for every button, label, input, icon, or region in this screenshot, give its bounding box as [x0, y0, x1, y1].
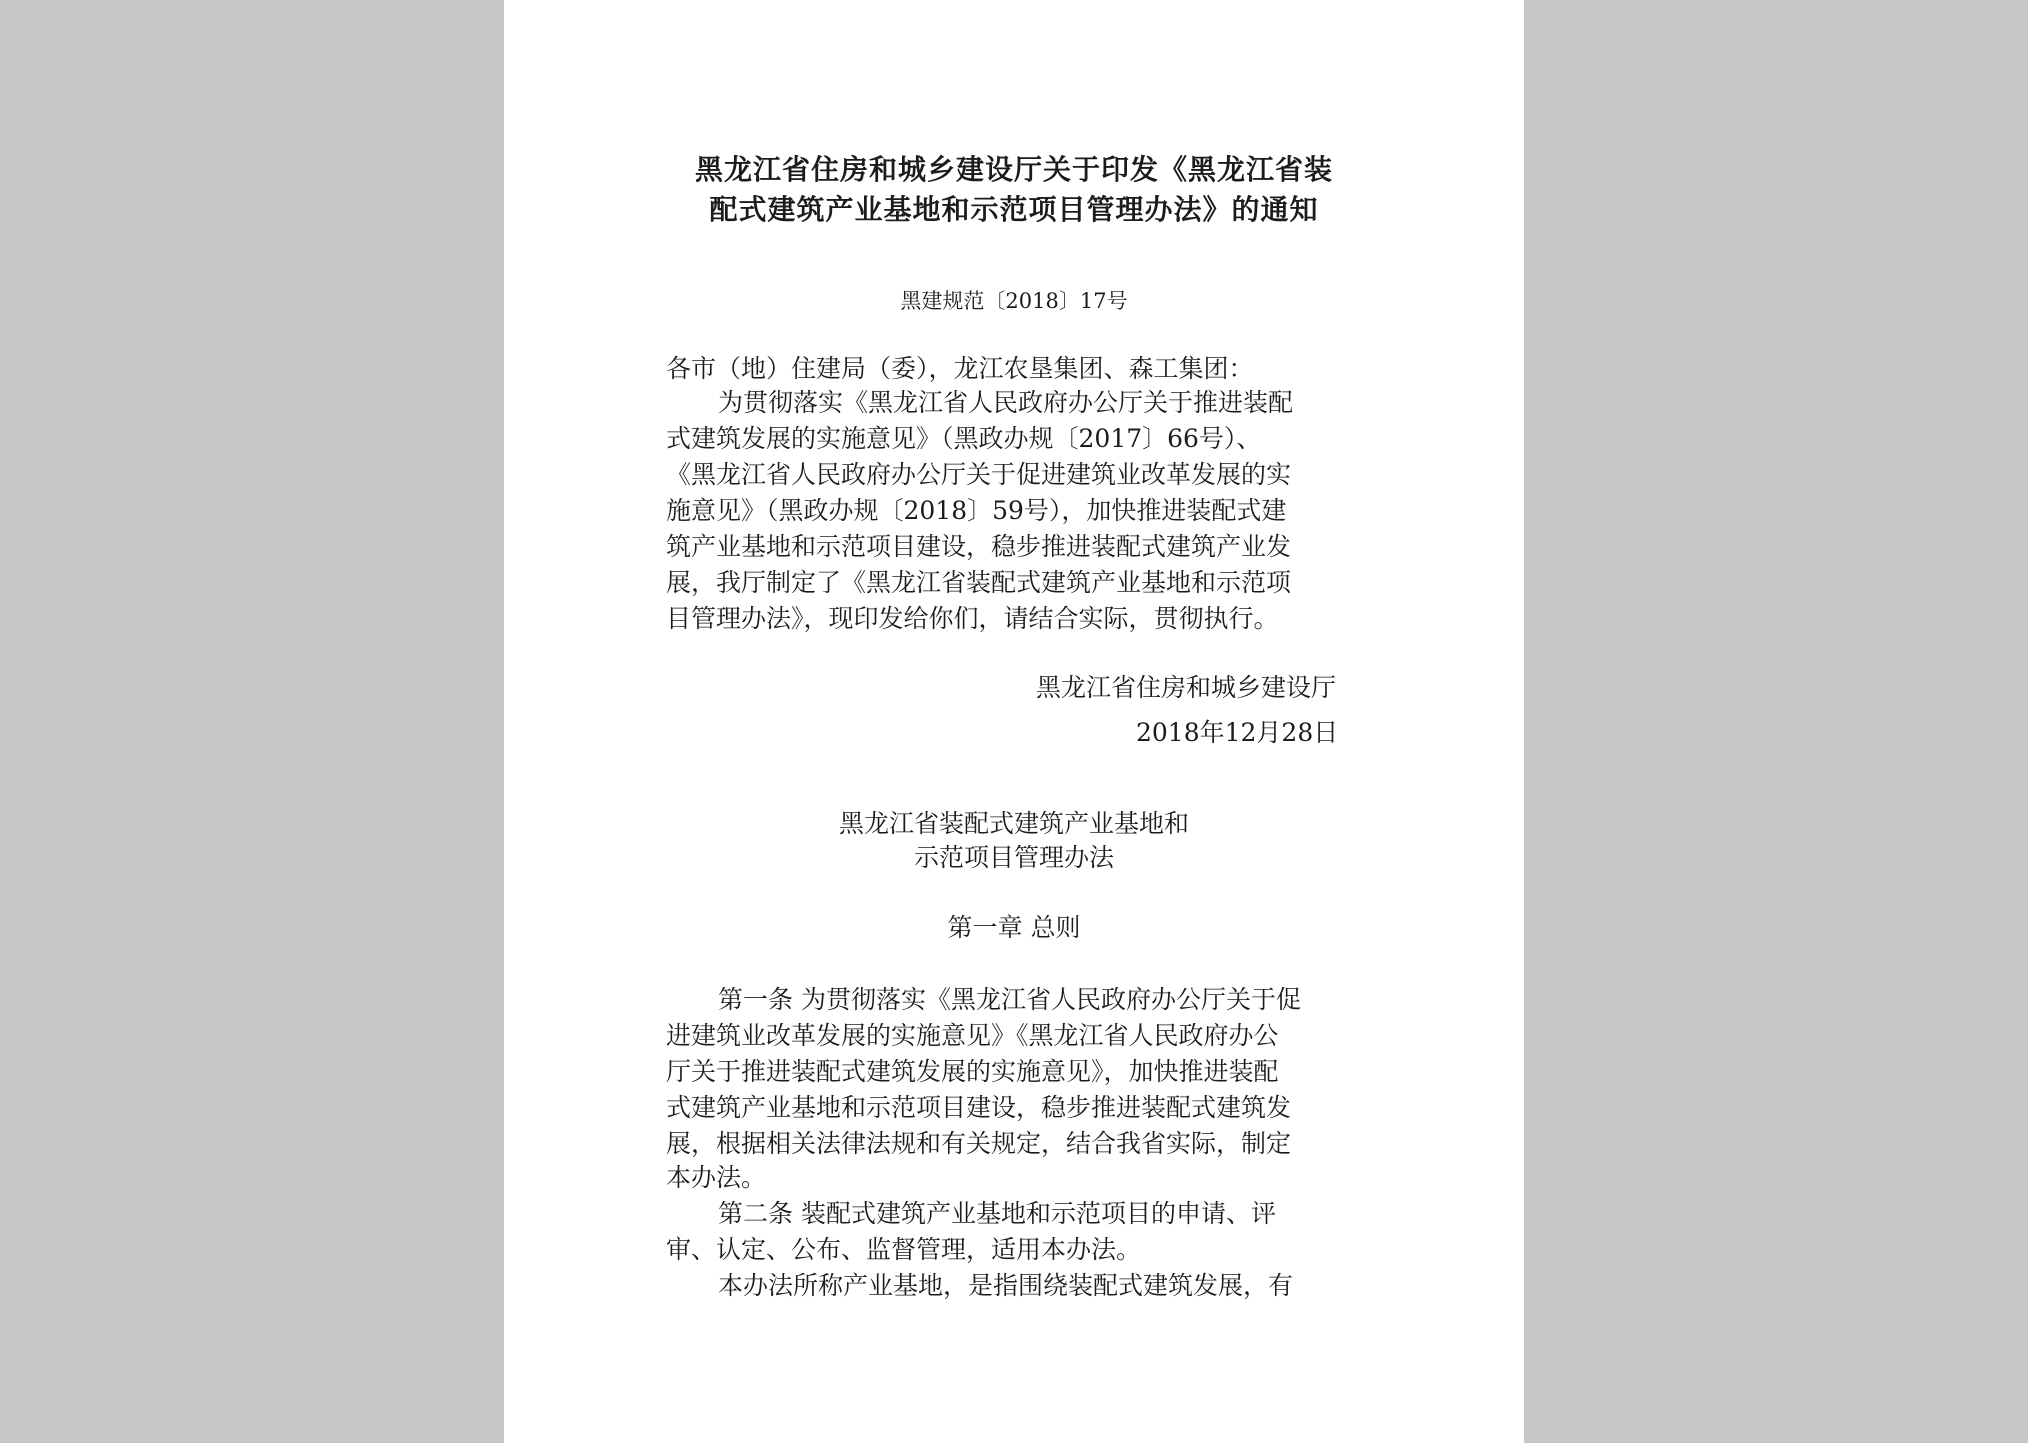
signature: 黑龙江省住房和城乡建设厅: [1036, 673, 1337, 702]
notice-body-line: 施意见》（黑政办规〔2018〕59号），加快推进装配式建: [666, 496, 1287, 525]
article-line: 本办法。: [666, 1163, 767, 1192]
notice-body-line: 《黑龙江省人民政府办公厅关于促进建筑业改革发展的实: [666, 460, 1292, 489]
article-line: 第二条 装配式建筑产业基地和示范项目的申请、评: [718, 1199, 1276, 1228]
notice-body-line: 为贯彻落实《黑龙江省人民政府办公厅关于推进装配: [718, 388, 1294, 417]
measures-title-line-2: 示范项目管理办法: [913, 843, 1114, 872]
chapter-title: 第一章 总则: [947, 913, 1081, 942]
measures-title-line-1: 黑龙江省装配式建筑产业基地和: [838, 809, 1189, 838]
document-title-line-1: 黑龙江省住房和城乡建设厅关于印发《黑龙江省装: [694, 153, 1333, 186]
notice-body-line: 展，我厅制定了《黑龙江省装配式建筑产业基地和示范项: [666, 568, 1292, 597]
article-line: 进建筑业改革发展的实施意见》《黑龙江省人民政府办公: [666, 1021, 1279, 1050]
document-number: 黑建规范〔2018〕17号: [900, 289, 1128, 313]
notice-body-line: 筑产业基地和示范项目建设，稳步推进装配式建筑产业发: [666, 532, 1292, 561]
addressee: 各市（地）住建局（委），龙江农垦集团、森工集团：: [666, 354, 1254, 383]
notice-body-line: 式建筑发展的实施意见》（黑政办规〔2017〕66号）、: [666, 424, 1262, 453]
notice-body-line: 目管理办法》，现印发给你们，请结合实际，贯彻执行。: [666, 604, 1279, 633]
article-line: 第一条 为贯彻落实《黑龙江省人民政府办公厅关于促: [718, 985, 1301, 1014]
document-page: [504, 0, 1524, 1443]
document-title-line-2: 配式建筑产业基地和示范项目管理办法》的通知: [709, 193, 1319, 226]
article-line: 式建筑产业基地和示范项目建设，稳步推进装配式建筑发: [666, 1093, 1292, 1122]
article-line: 审、认定、公布、监督管理，适用本办法。: [666, 1235, 1142, 1264]
date: 2018年12月28日: [1136, 718, 1339, 747]
article-line: 展，根据相关法律法规和有关规定，结合我省实际，制定: [666, 1129, 1292, 1158]
article-line: 本办法所称产业基地，是指围绕装配式建筑发展，有: [718, 1271, 1294, 1300]
article-line: 厅关于推进装配式建筑发展的实施意见》，加快推进装配: [666, 1057, 1279, 1086]
